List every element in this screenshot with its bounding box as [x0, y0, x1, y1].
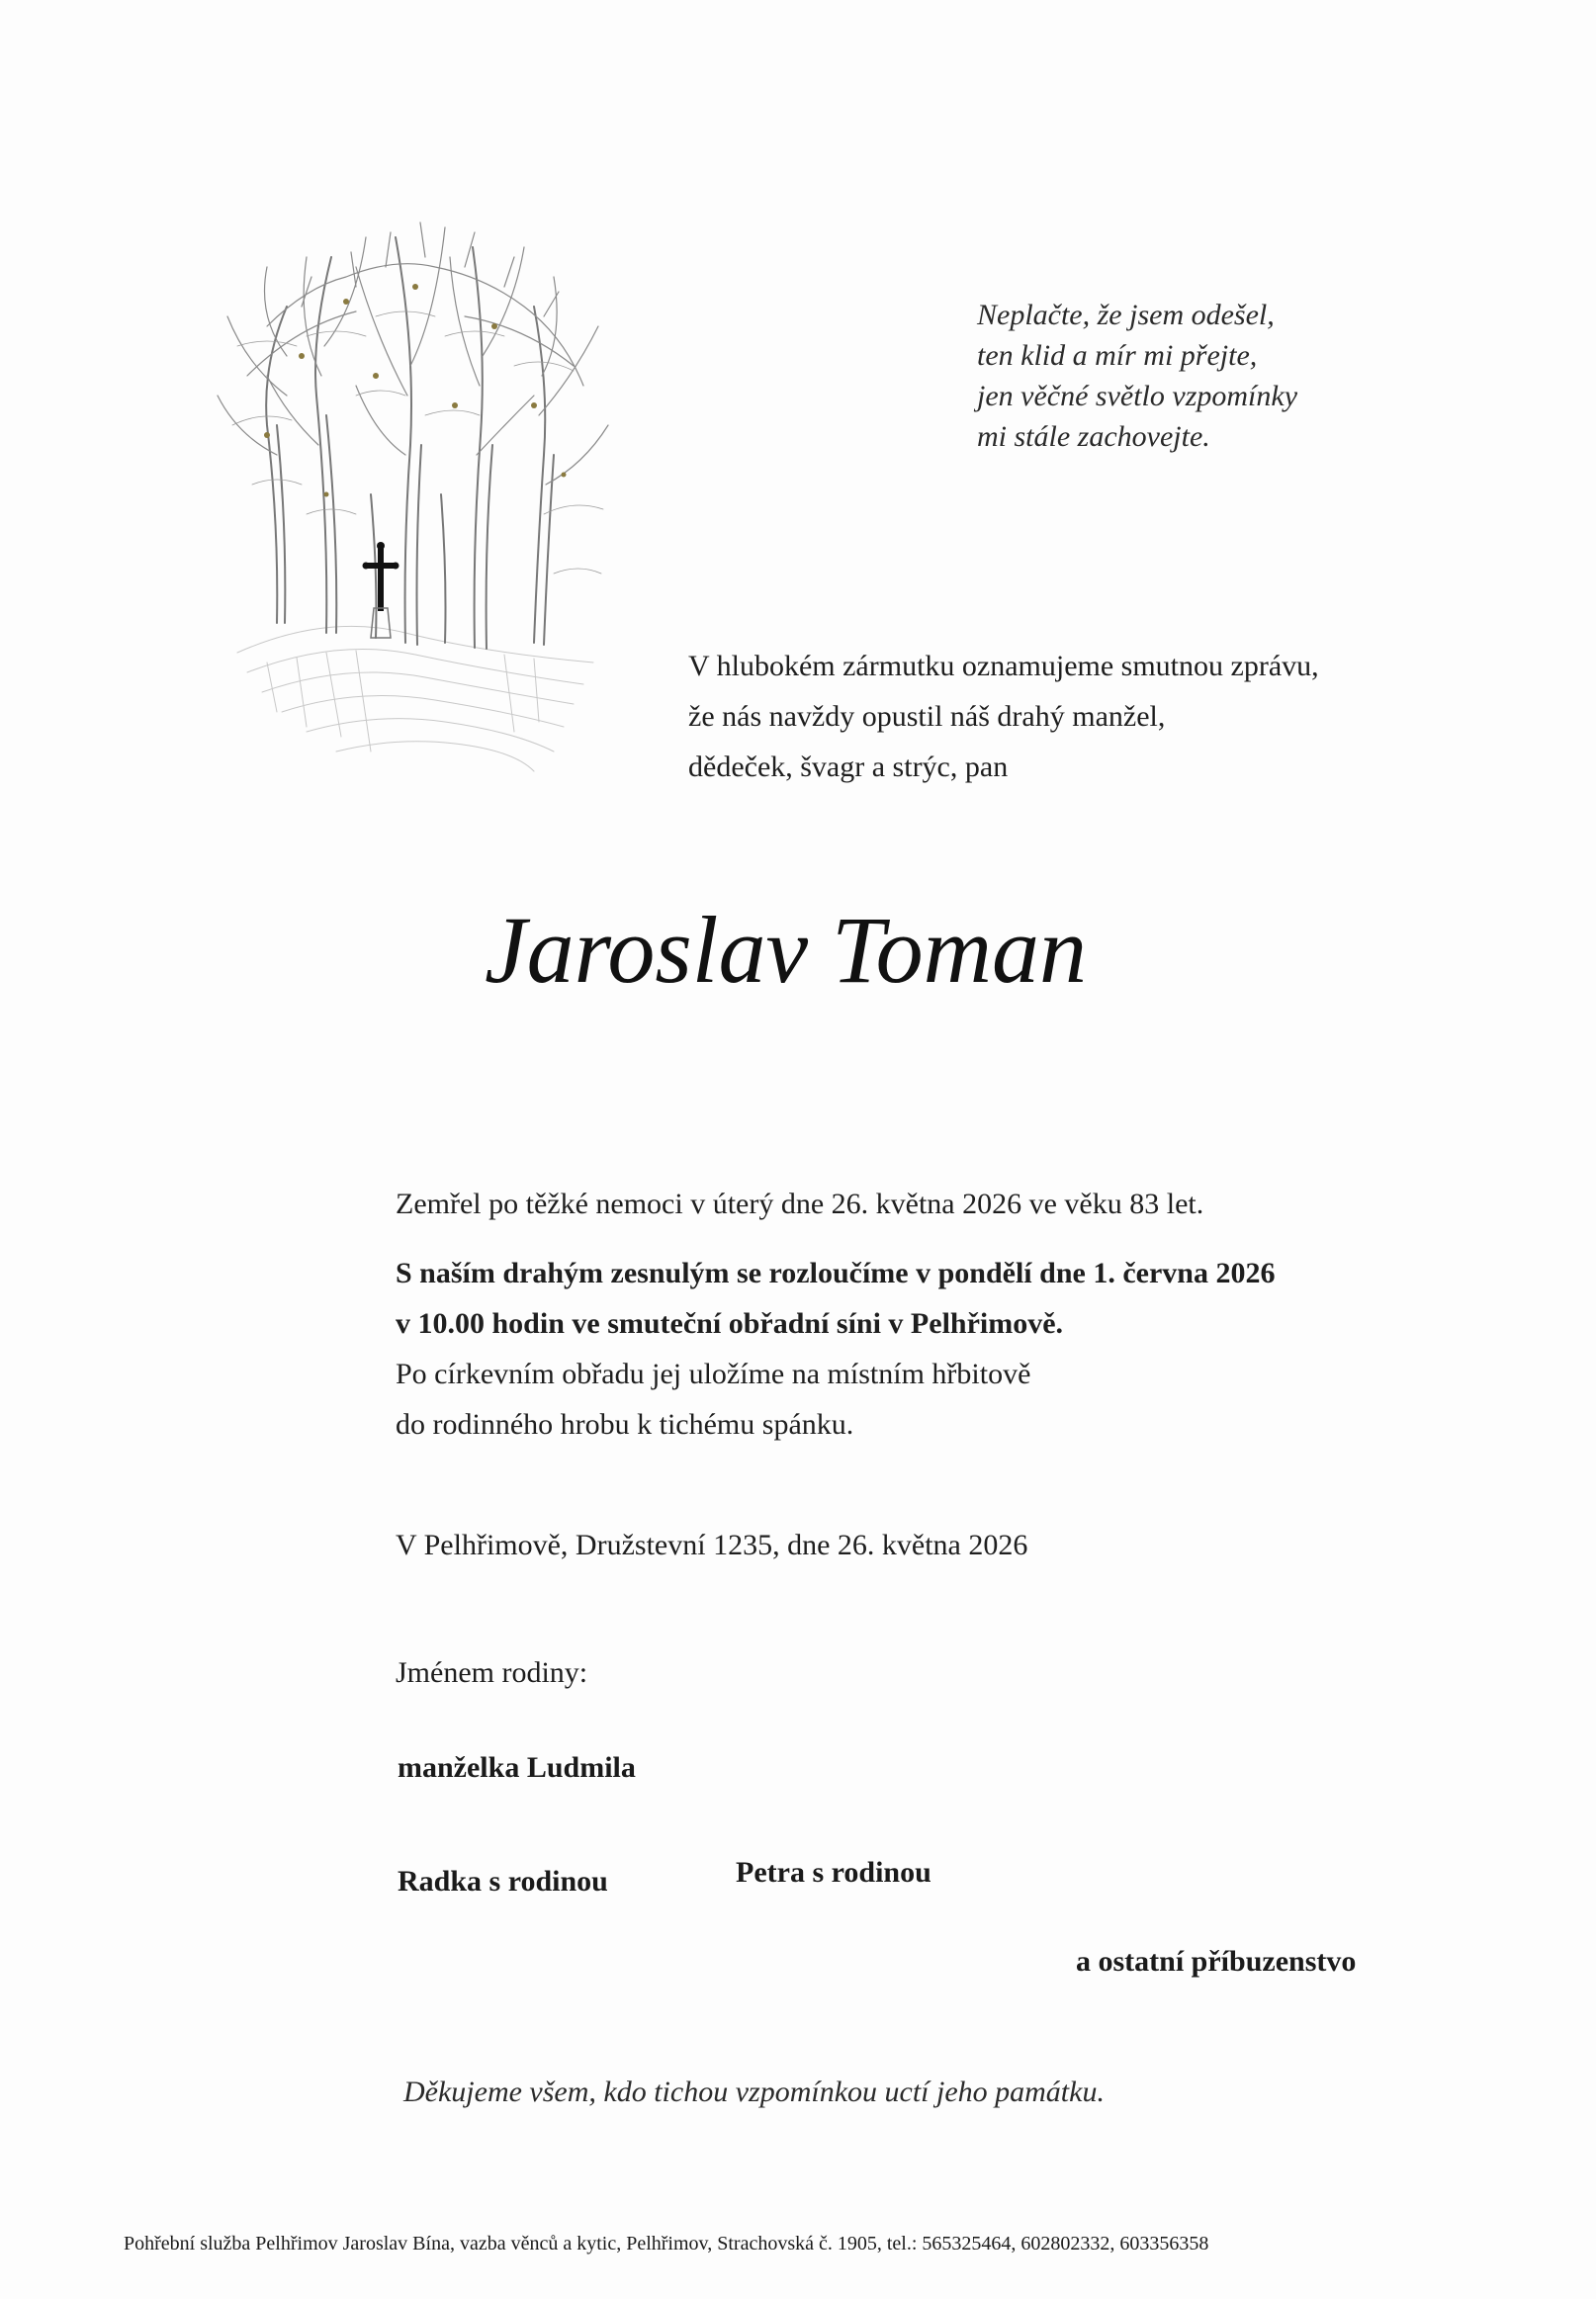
winter-trees-cross-drawing-icon	[208, 198, 623, 781]
place-date: V Pelhřimově, Družstevní 1235, dne 26. května 2026	[396, 1529, 1028, 1561]
poem-line: ten klid a mír mi přejte,	[977, 339, 1258, 372]
signature-daughter-petra: Petra s rodinou	[736, 1856, 931, 1889]
burial-line: Po církevním obřadu jej uložíme na místním hřbitově	[396, 1358, 1031, 1390]
thanks-note: Děkujeme všem, kdo tichou vzpomínkou uctí jeho památku.	[403, 2076, 1105, 2108]
death-notice: Zemřel po těžké nemoci v úterý dne 26. května 2026 ve věku 83 let.	[396, 1188, 1204, 1220]
signature-daughter-radka: Radka s rodinou	[398, 1865, 608, 1898]
poem-line: Neplačte, že jsem odešel,	[977, 299, 1275, 331]
intro-line: že nás navždy opustil náš drahý manžel,	[688, 700, 1166, 733]
deceased-name: Jaroslav Toman	[485, 897, 1087, 1003]
intro-line: dědeček, švagr a strýc, pan	[688, 751, 1009, 783]
burial-info	[396, 1349, 1030, 1450]
funeral-service-footer: Pohřební služba Pelhřimov Jaroslav Bína, vazba věnců a kytic, Pelhřimov, Strachovská č. 1905, tel.: 565325464, 602802332, 603356358	[124, 2233, 1209, 2255]
intro-line: V hlubokém zármutku oznamujeme smutnou zprávu,	[688, 650, 1319, 682]
family-label: Jménem rodiny:	[396, 1656, 588, 1689]
poem	[977, 295, 1297, 457]
poem-line: jen věčné světlo vzpomínky	[977, 380, 1298, 412]
burial-line: do rodinného hrobu k tichému spánku.	[396, 1408, 854, 1441]
farewell-line: S naším drahým zesnulým se rozloučíme v pondělí dne 1. června 2026	[396, 1257, 1276, 1289]
signature-other-relatives: a ostatní příbuzenstvo	[1076, 1945, 1357, 1978]
poem-line: mi stále zachovejte.	[977, 420, 1210, 453]
farewell-line: v 10.00 hodin ve smuteční obřadní síni v Pelhřimově.	[396, 1307, 1064, 1340]
announcement-intro	[688, 641, 1319, 792]
signature-wife: manželka Ludmila	[398, 1751, 636, 1784]
farewell-info	[396, 1248, 1275, 1349]
